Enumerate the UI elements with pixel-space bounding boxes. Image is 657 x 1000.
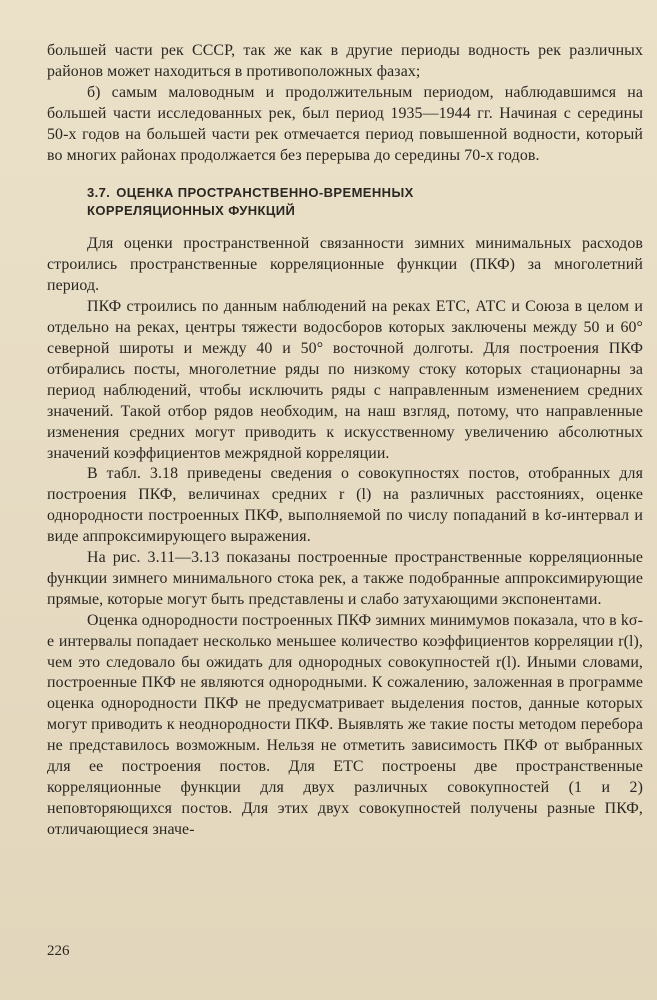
- section-heading: [87, 184, 643, 220]
- section-title-line2: КОРРЕЛЯЦИОННЫХ ФУНКЦИЙ: [87, 203, 296, 219]
- section-number: 3.7.: [87, 185, 111, 201]
- paragraph-table-ref: В табл. 3.18 приведены сведения о совокупностях постов, отобранных для построения ПКФ, величинах средних r (l) на различных расстояниях, оценке однородности построенных ПКФ, выполняемой по числу попаданий в kσ-интервал и виде аппроксимирующего выражения.: [47, 465, 643, 546]
- paragraph-homogeneity: Оценка однородности построенных ПКФ зимних минимумов показала, что в kσ-е интервалы попадает несколько меньшее количество коэффициентов корреляции r(l), чем это следовало бы ожидать для однородных совокупностей r(l). Иными словами, построенные ПКФ не являются однородными. К сожалению, заложенная в программе оценка однородности ПКФ не предусматривает выделения постов, данные которых могут приводить к неоднородности ПКФ. Выявлять же такие посты методом перебора не представилось возможным. Нельзя не отметить зависимость ПКФ от выбранных для ее построения постов. Для ЕТС построены две пространственные корреляционные функции для двух различных совокупностей (1 и 2) неповторяющихся постов. Для этих двух совокупностей получены разные ПКФ, отличающиеся значе-: [47, 611, 643, 838]
- section-title-line1: ОЦЕНКА ПРОСТРАНСТВЕННО-ВРЕМЕННЫХ: [116, 185, 414, 201]
- paragraph-figure-ref: На рис. 3.11—3.13 показаны построенные пространственные корреляционные функции зимнего минимального стока рек, а также подобранные аппроксимирующие прямые, которые могут быть представлены и слабо затухающими экспонентами.: [47, 549, 643, 608]
- paragraph-item-b: б) самым маловодным и продолжительным периодом, наблюдавшимся на большей части исследованных рек, был период 1935—1944 гг. Начиная с середины 50-х годов на большей части рек отмечается период повышенной водности, который во многих районах продолжается без перерыва до середины 70-х годов.: [47, 83, 643, 164]
- paragraph-continuation: большей части рек СССР, так же как в другие периоды водность рек различных районов может находиться в противоположных фазах;: [47, 42, 643, 80]
- section-heading-line1: [87, 184, 643, 202]
- page-number: 226: [47, 943, 70, 959]
- paragraph-intro: Для оценки пространственной связанности зимних минимальных расходов строились пространственные корреляционные функции (ПКФ) за многолетний период.: [47, 235, 643, 295]
- page-body-text: [47, 41, 643, 841]
- paragraph-method: ПКФ строились по данным наблюдений на реках ЕТС, АТС и Союза в целом и отдельно на реках, центры тяжести водосборов которых заключены между 50 и 60° северной широты и между 40 и 50° восточной долготы. Для построения ПКФ отбирались посты, многолетние ряды по низкому стоку которых стационарны за период наблюдений, чтобы исключить ряды с направленным изменением средних значений. Такой отбор рядов необходим, на наш взгляд, потому, что направленные изменения средних могут приводить к искусственному увеличению абсолютных значений коэффициентов межрядной корреляции.: [47, 298, 643, 462]
